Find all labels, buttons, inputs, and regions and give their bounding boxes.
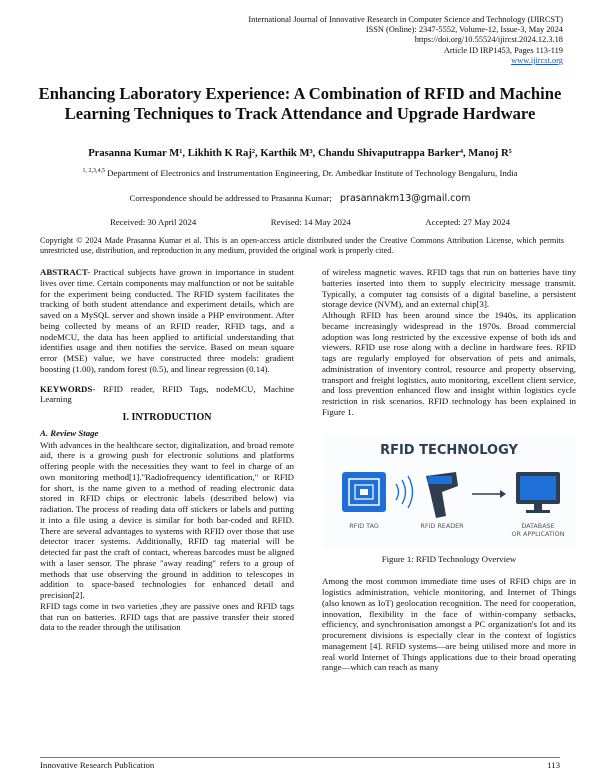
author-list: Prasanna Kumar M¹, Likhith K Raj², Karthik M³, Chandu Shivaputrappa Barker⁴, Manoj R⁵ bbox=[88, 148, 512, 159]
keywords-label: KEYWORDS bbox=[40, 383, 93, 394]
body-paragraph-2: Although RFID has been around since the 1940s, its application became increasingly widespread in the 1970s. Broad commercial adoption was long restricted by the excessive expense of both ids and viewers. RFID use rose along with a decline in hardware fees. RFID tags are regularly employed for observation of pets and animals, administration of inventory control, resource and property observing, transport and freight logistics, auto monitoring, excellent client service, and loss prevention enhanced flow and insight within logistics cycle restriction in risk scenarios. RFID technology has been explained in Figure 1. bbox=[322, 310, 576, 417]
arrow-icon bbox=[472, 490, 506, 498]
section-heading-introduction: I. INTRODUCTION bbox=[122, 412, 212, 423]
affiliation-superscripts: 1, 2,3,4,5 bbox=[82, 168, 105, 175]
doi-line: https://doi.org/10.55524/ijircst.2024.12.3.18 bbox=[414, 35, 563, 45]
label-or-application: OR APPLICATION bbox=[511, 529, 565, 538]
affiliation-text: Department of Electronics and Instrumentation Engineering, Dr. Ambedkar Institute of Technology Bengaluru, India bbox=[107, 168, 518, 178]
abstract-text: Practical subjects have grown in importance in student lives over time. Certain components may malfunction or not be suitable for the experiment being conducted. The RFID system facilitates the tracking of both student attendance and experiment details, which are saved on a MySQL server and shown inside a PHP environment. After being collected by means of an RFID reader, RFID tags, and a nodeMCU, the data has been applied to artificial understanding that identifies usage and then notifies the service. Based on mean square error (MSE) value, we have constructed three models: gradient boosting (1.00), random forest (0.5), and linear regression (0.14). bbox=[40, 267, 294, 374]
copyright-notice: Copyright © 2024 Made Prasanna Kumar et al. This is an open-access article distributed under the Creative Commons Attribution License, which permits unrestricted use, distribution, and reproduction in any medium, provided the original work is properly cited. bbox=[40, 236, 564, 256]
label-rfid-tag: RFID TAG bbox=[349, 521, 379, 530]
signal-waves-icon bbox=[396, 476, 413, 508]
body-paragraph-1: of wireless magnetic waves. RFID tags that run on batteries have tiny batteries inserted into them to supply electricity message transmit. Typically, a computer tag consists of a digital baseline, a persistent storage device (NVM), and an external chip[3]. bbox=[322, 267, 576, 310]
intro-paragraph-1: With advances in the healthcare sector, digitalization, and broad remote aid, there is a growing push for electronic solutions and platforms offering people with the necessities they want to feel in charge of an own monitoring method[1]."Radiofrequency identification," or RFID for short, is the name given to a method of reading electronic data stored in RFID chips or electronic labels (described below) via radiation. The process of reading data off stickers or labels and putting it into a file using a device is similar for both bar-coded and RFID. There are several advantages to systems with RFID over those that use detector tracer systems. Additionally, RFID tag material will be detected far past the craft of contact, whereas barcodes must be aligned with a laser sensor. The phrase "away reading" refers to a group of methods that use observing the ground in addition to telescopes in addition to space-based technologies for enhanced detail and precision[2]. bbox=[40, 439, 294, 600]
rfid-technology-figure bbox=[322, 434, 576, 548]
correspondence-text: Correspondence should be addressed to Prasanna Kumar; bbox=[129, 193, 332, 203]
received-date: Received: 30 April 2024 bbox=[110, 217, 197, 227]
journal-website-link[interactable]: www.ijircst.org bbox=[511, 55, 563, 65]
body-paragraph-3: Among the most common immediate time uses of RFID chips are in logistics administration, vehicle monitoring, and Internet of Things (also known as IoT) geolocation recognition. The need for cooperation, innovation, flexibility in the face of within-company setbacks, efficiency, and synchronisation amongst a PC organization's Iot and its procurement divisions is especially clear in the context of logistics management [4]. RFID systems—are being utilised more and more in real world Internet of Things applications due to their broad operating range—which can reach as many bbox=[322, 576, 576, 673]
journal-name: International Journal of Innovative Research in Computer Science and Technology (IJIRCST) bbox=[248, 15, 563, 24]
label-database: DATABASE bbox=[521, 521, 555, 530]
label-rfid-reader: RFID READER bbox=[420, 521, 464, 530]
publisher-name: Innovative Research Publication bbox=[40, 760, 155, 770]
affiliation bbox=[30, 168, 570, 178]
page-number: 113 bbox=[547, 760, 560, 770]
intro-paragraph-2: RFID tags come in two varieties ,they are passive ones and RFID tags that run on batteries. RFID tags that are passive transfer their stored data to the reader through the utilisation bbox=[40, 600, 294, 633]
abstract bbox=[40, 267, 294, 375]
figure-title: RFID TECHNOLOGY bbox=[380, 442, 518, 458]
left-column bbox=[40, 267, 294, 633]
page-footer bbox=[40, 760, 560, 770]
correspondence bbox=[30, 193, 570, 204]
rfid-figure-graphic bbox=[322, 434, 576, 548]
subsection-heading-review-stage: A. Review Stage bbox=[40, 427, 99, 438]
article-dates bbox=[110, 217, 510, 227]
rfid-reader-icon bbox=[426, 472, 458, 518]
issn-line: ISSN (Online): 2347-5552, Volume-12, Issue-3, May 2024 bbox=[365, 25, 563, 35]
abstract-label: ABSTRACT- bbox=[40, 267, 91, 277]
accepted-date: Accepted: 27 May 2024 bbox=[425, 217, 510, 227]
journal-header bbox=[248, 15, 563, 66]
paper-title: Enhancing Laboratory Experience: A Combination of RFID and Machine Learning Techniques to Track Attendance and Upgrade Hardware bbox=[38, 84, 562, 123]
correspondence-email[interactable]: prasannakm13@gmail.com bbox=[340, 193, 471, 204]
keywords-text: - RFID reader, RFID Tags, nodeMCU, Machine Learning bbox=[40, 383, 294, 405]
keywords bbox=[40, 384, 294, 406]
rfid-tag-icon bbox=[342, 472, 386, 512]
article-id-line: Article ID IRP1453, Pages 113-119 bbox=[443, 45, 563, 55]
revised-date: Revised: 14 May 2024 bbox=[270, 217, 351, 227]
figure-caption: Figure 1: RFID Technology Overview bbox=[381, 553, 517, 564]
footer-divider bbox=[40, 757, 560, 758]
right-column bbox=[322, 267, 576, 673]
database-monitor-icon bbox=[516, 472, 560, 513]
